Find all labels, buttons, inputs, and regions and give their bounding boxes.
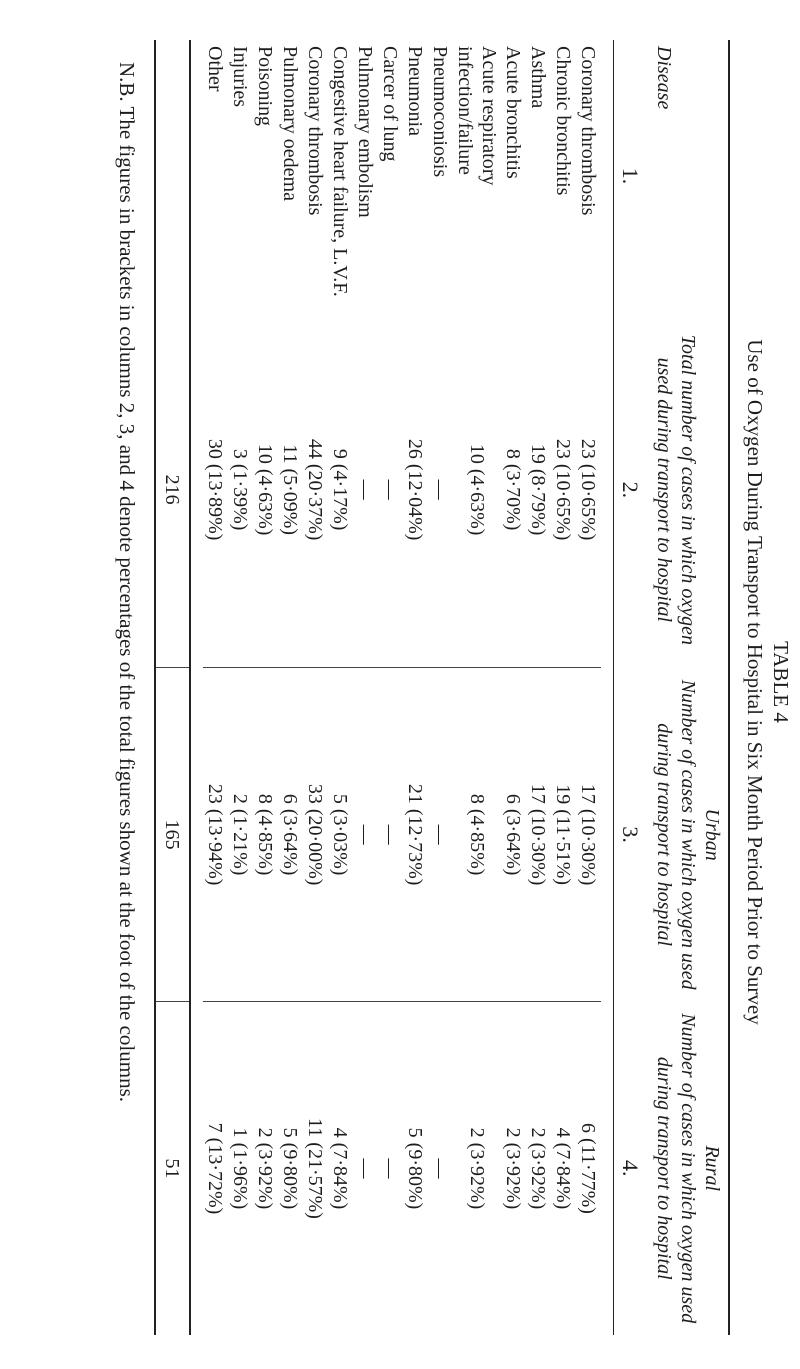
row-label: Chronic bronchitis (552, 46, 575, 196)
row-label: Asthma (527, 46, 550, 109)
row-label: Pneumoconiosis (429, 46, 452, 178)
rural-cell: 2 (3·92%) (501, 1002, 526, 1336)
table-number: TABLE 4 (769, 641, 793, 723)
urban-cell: 8 (4·85%) (253, 668, 278, 1002)
table-caption (742, 22, 794, 1342)
col-header-total: Total number of cases in which oxygen used during transport to hospital (648, 312, 729, 668)
total-cell: 10 (4·63%) (254, 443, 277, 536)
rural-cell: — (428, 1002, 453, 1336)
totals-row (155, 40, 190, 1335)
table-subcaption: Use of Oxygen During Transport to Hospital in Six Month Period Prior to Survey (743, 339, 767, 1025)
urban-cell: — (353, 668, 378, 1002)
total-cell: 30 (13·89%) (204, 438, 227, 541)
total-cell: — (429, 479, 452, 500)
urban-cell: 21 (12·73%) (403, 668, 428, 1002)
rural-cell: 4 (7·84%) (551, 1002, 576, 1336)
col-number-4: 4. (614, 1002, 649, 1336)
total-cell: 26 (12·04%) (404, 438, 427, 541)
table-row (453, 40, 501, 1335)
rural-cell: 2 (3·92%) (526, 1002, 551, 1336)
table-row (403, 40, 428, 1335)
urban-cell: 23 (13·94%) (203, 668, 228, 1002)
rural-cell: 5 (9·80%) (278, 1002, 303, 1336)
table-row (203, 40, 228, 1335)
total-cell: 9 (4·17%) (329, 448, 352, 531)
total-cell: — (354, 479, 377, 500)
urban-cell: — (378, 668, 403, 1002)
table-row (278, 40, 303, 1335)
row-label: Injuries (229, 46, 252, 108)
total-cell: 19 (8·79%) (527, 443, 550, 536)
urban-cell: 19 (11·51%) (551, 668, 576, 1002)
urban-sum: 165 (155, 668, 190, 1002)
total-cell: 23 (10·65%) (577, 438, 600, 541)
total-cell: 44 (20·37%) (304, 438, 327, 541)
rural-cell: 5 (9·80%) (403, 1002, 428, 1336)
col-number-3: 3. (614, 668, 649, 1002)
table-row (526, 40, 551, 1335)
table-note: N.B. The figures in brackets in columns 2, 3, and 4 denote percentages of the total figures shown at the foot of the columns. (115, 62, 139, 1103)
row-label: Carcer of lung (379, 46, 402, 162)
col-header-urban (648, 668, 729, 1002)
row-label: Congestive heart failure, L.V.F. (329, 46, 352, 297)
urban-cell: 2 (1·21%) (228, 668, 253, 1002)
table-row (328, 40, 353, 1335)
urban-cell: 5 (3·03%) (328, 668, 353, 1002)
total-cell: 10 (4·63%) (466, 443, 488, 536)
rural-cell: — (353, 1002, 378, 1336)
oxygen-use-table (154, 40, 730, 1335)
urban-cell: 6 (3·64%) (278, 668, 303, 1002)
table-row (501, 40, 526, 1335)
rural-cell: — (378, 1002, 403, 1336)
rural-cell: 2 (3·92%) (253, 1002, 278, 1336)
urban-cell: — (428, 668, 453, 1002)
table-row (428, 40, 453, 1335)
rural-label: Rural (701, 1145, 723, 1192)
spacer-row (190, 40, 203, 1335)
urban-label: Urban (701, 808, 723, 861)
total-cell: 3 (1·39%) (229, 448, 252, 531)
col-header-disease: Disease (648, 40, 729, 312)
urban-cell: 6 (3·64%) (501, 668, 526, 1002)
total-cell: 8 (3·70%) (502, 448, 525, 531)
total-sum: 216 (155, 312, 190, 668)
row-label: Pulmonary oedema (279, 46, 302, 201)
rural-sum: 51 (155, 1002, 190, 1336)
col-number-2: 2. (614, 312, 649, 668)
col-header-rural (648, 1002, 729, 1336)
total-cell: 23 (10·65%) (552, 438, 575, 541)
row-label: Acute respiratory infection/failure (454, 46, 500, 186)
urban-cell: 8 (4·85%) (453, 668, 501, 1002)
row-label: Pulmonary embolism (354, 46, 377, 218)
row-label: Acute bronchitis (502, 46, 525, 179)
rural-cell: 1 (1·96%) (228, 1002, 253, 1336)
row-label: Coronary thrombosis (577, 46, 600, 216)
col-number-1: 1. (614, 40, 649, 312)
table-row (576, 40, 601, 1335)
urban-cell: 17 (10·30%) (576, 668, 601, 1002)
total-cell: — (379, 479, 402, 500)
totals-label (155, 40, 190, 312)
rural-cell: 4 (7·84%) (328, 1002, 353, 1336)
rural-cell: 7 (13·72%) (203, 1002, 228, 1336)
urban-cell: 17 (10·30%) (526, 668, 551, 1002)
urban-sublabel: Number of cases in which oxygen used during transport to hospital (653, 679, 699, 990)
row-label: Other (204, 46, 227, 92)
total-cell: 11 (5·09%) (279, 444, 302, 536)
row-label: Coronary thrombosis (304, 46, 327, 216)
table-row (353, 40, 378, 1335)
rural-cell: 2 (3·92%) (453, 1002, 501, 1336)
table-row (303, 40, 328, 1335)
spacer-row (601, 40, 614, 1335)
table-row (551, 40, 576, 1335)
rural-cell: 11 (21·57%) (303, 1002, 328, 1336)
rural-sublabel: Number of cases in which oxygen used during transport to hospital (653, 1013, 699, 1324)
row-label: Poisoning (254, 46, 277, 127)
table-row (228, 40, 253, 1335)
row-label: Pneumonia (404, 46, 427, 136)
rural-cell: 6 (11·77%) (576, 1002, 601, 1336)
table-row (378, 40, 403, 1335)
table-row (253, 40, 278, 1335)
urban-cell: 33 (20·00%) (303, 668, 328, 1002)
